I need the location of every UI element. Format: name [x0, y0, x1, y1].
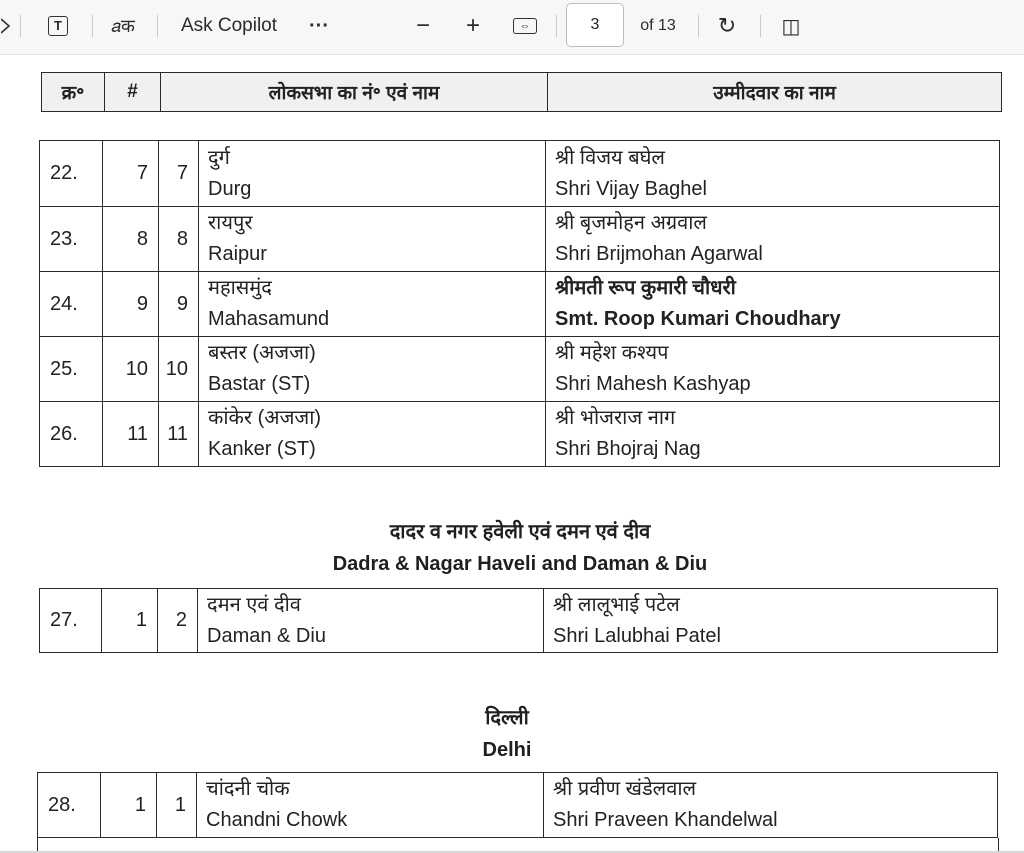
candidate-name — [546, 207, 1000, 272]
constituency-name-hindi: दमन एवं दीव — [207, 593, 301, 616]
toolbar-divider — [556, 15, 557, 37]
column-header-table — [41, 72, 1002, 112]
read-aloud-button[interactable] — [104, 11, 142, 41]
candidate-name-english: Shri Lalubhai Patel — [553, 624, 721, 647]
page-view-icon: ◫ — [781, 15, 801, 38]
state-seat-number: 7 — [103, 141, 159, 207]
state-seat-number: 10 — [103, 337, 159, 402]
text-tool-button[interactable] — [42, 11, 74, 41]
serial-number: 28. — [38, 773, 101, 838]
candidates-table-chhattisgarh — [39, 140, 1000, 467]
candidate-name-english: Shri Brijmohan Agarwal — [555, 243, 763, 265]
candidate-name-hindi: श्री भोजराज नाग — [555, 407, 676, 429]
serial-number: 22. — [40, 141, 103, 207]
constituency-name-hindi: दुर्ग — [208, 146, 230, 169]
state-seat-number: 11 — [103, 402, 159, 467]
draw-icon[interactable] — [0, 11, 14, 41]
candidate-name — [544, 773, 998, 838]
header-candidate: उम्मीदवार का नाम — [548, 73, 1002, 112]
candidate-name-english: Smt. Roop Kumari Choudhary — [555, 308, 841, 330]
constituency-name-english: Raipur — [208, 243, 267, 265]
constituency-number: 2 — [158, 589, 198, 653]
constituency-name-hindi: महासमुंद — [208, 277, 272, 299]
plus-icon: + — [465, 12, 480, 39]
constituency-name-english: Kanker (ST) — [208, 438, 316, 460]
candidate-name — [546, 272, 1000, 337]
candidate-name-hindi: श्री लालूभाई पटेल — [553, 593, 680, 616]
serial-number: 24. — [40, 272, 103, 337]
constituency-name-english: Bastar (ST) — [208, 373, 311, 395]
read-aloud-icon: 𝑎क — [111, 16, 135, 36]
constituency-name-hindi: कांकेर (अजजा) — [208, 407, 322, 429]
more-icon: ··· — [309, 14, 329, 37]
toolbar-divider — [698, 15, 699, 37]
ask-copilot-button[interactable] — [172, 11, 286, 41]
section-title-hindi: दिल्ली — [485, 707, 529, 729]
candidate-name-english: Shri Praveen Khandelwal — [553, 809, 778, 831]
constituency-name — [198, 589, 544, 653]
constituency-name — [199, 402, 546, 467]
serial-number: 26. — [40, 402, 103, 467]
candidate-name-english: Shri Bhojraj Nag — [555, 438, 701, 460]
table-row — [40, 402, 1000, 467]
candidates-table-delhi — [37, 772, 998, 838]
state-seat-number: 1 — [101, 773, 157, 838]
page-number-input[interactable] — [566, 3, 624, 47]
zoom-in-button[interactable] — [456, 11, 490, 41]
constituency-number: 1 — [157, 773, 197, 838]
candidate-name-hindi: श्री महेश कश्यप — [555, 342, 669, 364]
constituency-name-english: Mahasamund — [208, 308, 330, 330]
constituency-name-english: Daman & Diu — [207, 624, 326, 647]
section-title-english: Dadra & Nagar Haveli and Daman & Diu — [332, 553, 708, 575]
state-seat-number: 1 — [102, 589, 158, 653]
serial-number: 23. — [40, 207, 103, 272]
candidate-name — [546, 402, 1000, 467]
page-total-text: of 13 — [640, 17, 676, 34]
minus-icon: − — [415, 12, 430, 39]
candidate-name-hindi: श्री प्रवीण खंडेलवाल — [553, 778, 697, 800]
header-kr: क्र॰ — [42, 73, 105, 112]
page-total-label — [634, 11, 682, 41]
constituency-number: 11 — [159, 402, 199, 467]
table-row — [38, 773, 998, 838]
constituency-name — [199, 337, 546, 402]
fit-width-button[interactable] — [508, 11, 542, 41]
table-row — [40, 589, 998, 653]
toolbar-divider — [760, 15, 761, 37]
candidate-name-hindi: श्रीमती रूप कुमारी चौधरी — [555, 277, 736, 299]
pdf-toolbar — [0, 0, 1024, 55]
rotate-icon: ↻ — [717, 13, 737, 38]
table-row — [40, 207, 1000, 272]
page-view-button[interactable] — [774, 11, 808, 41]
toolbar-divider — [20, 15, 21, 37]
candidate-name-hindi: श्री बृजमोहन अग्रवाल — [555, 212, 707, 234]
table-row-partial — [37, 838, 999, 851]
constituency-number: 7 — [159, 141, 199, 207]
toolbar-divider — [157, 15, 158, 37]
section-title-english: Delhi — [482, 739, 532, 761]
constituency-name — [199, 141, 546, 207]
constituency-name — [197, 773, 544, 838]
section-heading-delhi — [407, 702, 607, 766]
candidate-name — [546, 337, 1000, 402]
constituency-name-hindi: रायपुर — [208, 212, 253, 234]
section-heading-dnhdd — [240, 516, 800, 580]
constituency-name-english: Durg — [208, 177, 252, 200]
zoom-out-button[interactable] — [406, 11, 440, 41]
candidate-name — [546, 141, 1000, 207]
state-seat-number: 8 — [103, 207, 159, 272]
section-title-hindi: दादर व नगर हवेली एवं दमन एवं दीव — [389, 521, 651, 543]
table-row — [40, 337, 1000, 402]
candidate-name-english: Shri Mahesh Kashyap — [555, 373, 751, 395]
toolbar-divider — [92, 15, 93, 37]
constituency-number: 9 — [159, 272, 199, 337]
candidates-table-dnhdd — [39, 588, 998, 653]
table-row — [40, 272, 1000, 337]
more-options-button[interactable] — [302, 11, 336, 41]
header-hash: # — [105, 73, 161, 112]
candidate-name-english: Shri Vijay Baghel — [555, 177, 707, 200]
constituency-name-hindi: बस्तर (अजजा) — [208, 342, 316, 364]
text-tool-icon: T — [48, 16, 68, 36]
state-seat-number: 9 — [103, 272, 159, 337]
serial-number: 27. — [40, 589, 102, 653]
constituency-number: 8 — [159, 207, 199, 272]
candidate-name-hindi: श्री विजय बघेल — [555, 146, 665, 169]
ask-copilot-label: Ask Copilot — [180, 15, 278, 36]
constituency-name — [199, 272, 546, 337]
constituency-number: 10 — [159, 337, 199, 402]
constituency-name-hindi: चांदनी चोक — [206, 778, 290, 800]
rotate-button[interactable] — [710, 11, 744, 41]
constituency-name-english: Chandni Chowk — [206, 809, 348, 831]
fit-width-icon: ⇔ — [513, 18, 537, 34]
candidate-name — [544, 589, 998, 653]
header-loksabha: लोकसभा का नं॰ एवं नाम — [161, 73, 548, 112]
constituency-name — [199, 207, 546, 272]
serial-number: 25. — [40, 337, 103, 402]
table-row — [40, 141, 1000, 207]
